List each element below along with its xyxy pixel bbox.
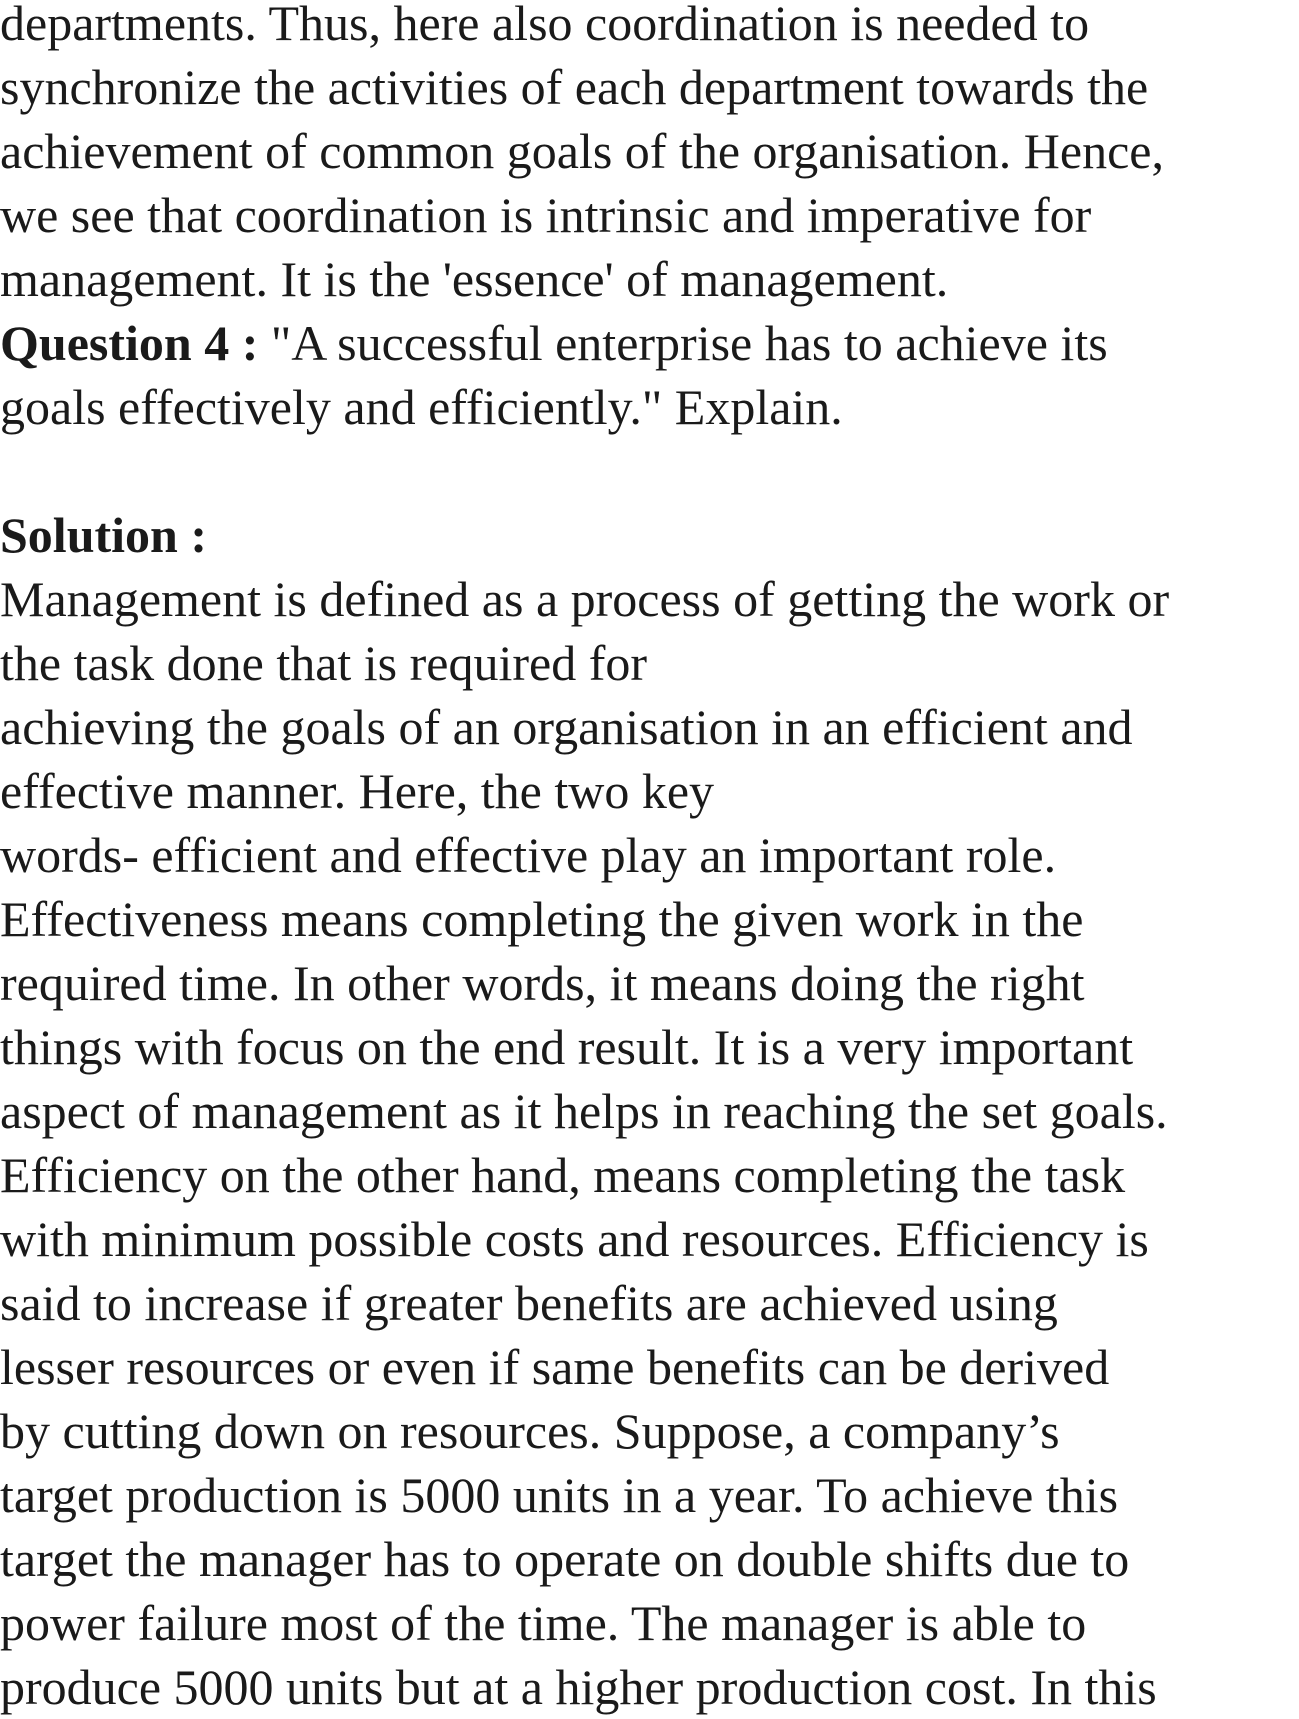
solution-line: lesser resources or even if same benefits can be derived xyxy=(0,1339,1110,1395)
solution-line: things with focus on the end result. It is a very important xyxy=(0,1019,1134,1075)
solution-line: power failure most of the time. The manager is able to xyxy=(0,1595,1087,1651)
solution-line: achieving the goals of an organisation in an efficient and xyxy=(0,699,1133,755)
solution-line: produce 5000 units but at a higher production cost. In this xyxy=(0,1659,1157,1715)
intro-line: synchronize the activities of each department towards the xyxy=(0,59,1149,115)
intro-line: we see that coordination is intrinsic and imperative for xyxy=(0,187,1092,243)
intro-line: management. It is the 'essence' of management. xyxy=(0,251,949,307)
spacer xyxy=(0,439,1299,503)
question-line xyxy=(0,311,1299,375)
solution-line: by cutting down on resources. Suppose, a company’s xyxy=(0,1403,1060,1459)
solution-line: said to increase if greater benefits are achieved using xyxy=(0,1275,1058,1331)
solution-line: Efficiency on the other hand, means completing the task xyxy=(0,1147,1126,1203)
solution-line: required time. In other words, it means doing the right xyxy=(0,955,1085,1011)
question-label: Question 4 : xyxy=(0,315,259,371)
solution-heading: Solution : xyxy=(0,507,208,563)
question-text: "A successful enterprise has to achieve its xyxy=(258,315,1108,371)
solution-line: Management is defined as a process of getting the work or xyxy=(0,571,1170,627)
solution-line: aspect of management as it helps in reaching the set goals. xyxy=(0,1083,1168,1139)
intro-line: departments. Thus, here also coordination is needed to xyxy=(0,0,1090,51)
solution-line: with minimum possible costs and resources. Efficiency is xyxy=(0,1211,1149,1267)
question-text-continued: goals effectively and efficiently." Explain. xyxy=(0,379,843,435)
solution-line: words- efficient and effective play an important role. xyxy=(0,827,1057,883)
solution-line: target production is 5000 units in a year. To achieve this xyxy=(0,1467,1119,1523)
solution-line: effective manner. Here, the two key xyxy=(0,763,715,819)
solution-line: target the manager has to operate on double shifts due to xyxy=(0,1531,1130,1587)
intro-line: achievement of common goals of the organisation. Hence, xyxy=(0,123,1164,179)
solution-line: the task done that is required for xyxy=(0,635,648,691)
solution-line: Effectiveness means completing the given work in the xyxy=(0,891,1084,947)
